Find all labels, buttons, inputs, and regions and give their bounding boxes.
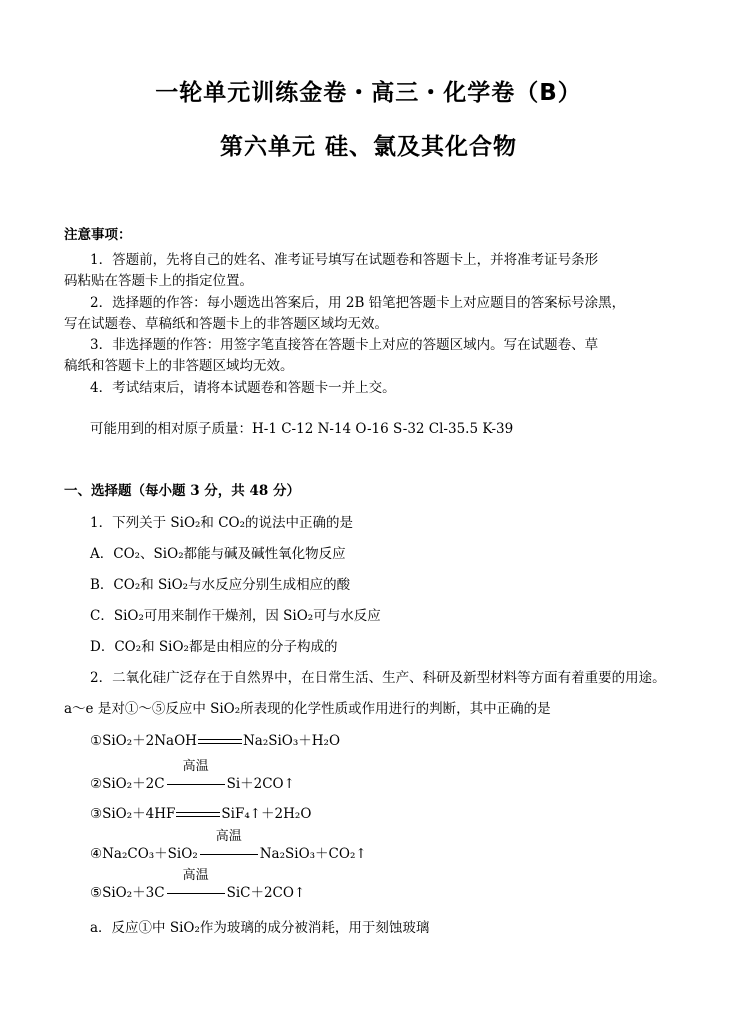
question-2-stem-line-1: 2．二氧化硅广泛存在于自然界中，在日常生活、生产、科研及新型材料等方面有着重要的用途。 xyxy=(90,670,666,686)
reaction-4 xyxy=(90,829,367,863)
reaction-2-left: ②SiO₂＋2C xyxy=(90,776,165,792)
equals-sign xyxy=(176,812,220,817)
question-1-stem: 1．下列关于 SiO₂和 CO₂的说法中正确的是 xyxy=(90,515,354,531)
question-1-option-d: D．CO₂和 SiO₂都是由相应的分子构成的 xyxy=(90,639,338,655)
note-3-line-1: 3．非选择题的作答：用签字笔直接答在答题卡上对应的答题区域内。写在试题卷、草 xyxy=(90,337,599,353)
reaction-3-right: SiF₄↑＋2H₂O xyxy=(221,806,312,822)
reaction-1-left: ①SiO₂＋2NaOH xyxy=(90,733,197,749)
question-2-judgment-a: a．反应①中 SiO₂作为玻璃的成分被消耗，用于刻蚀玻璃 xyxy=(90,920,430,936)
reaction-5-left: ⑤SiO₂＋3C xyxy=(90,885,165,901)
reaction-arrow-bar xyxy=(167,893,225,894)
reaction-1-right: Na₂SiO₃＋H₂O xyxy=(242,733,341,749)
notes-heading: 注意事项： xyxy=(64,227,132,243)
note-1-line-1: 1．答题前，先将自己的姓名、准考证号填写在试题卷和答题卡上，并将准考证号条形 xyxy=(90,252,599,268)
reaction-5-condition: 高温 xyxy=(182,868,209,883)
reaction-5-right: SiC＋2CO↑ xyxy=(226,885,306,901)
reaction-5 xyxy=(90,868,306,902)
note-2-line-2: 写在试题卷、草稿纸和答题卡上的非答题区域均无效。 xyxy=(64,316,388,332)
question-2-stem-line-2: a～e 是对①～⑤反应中 SiO₂所表现的化学性质或作用进行的判断，其中正确的是 xyxy=(64,701,551,717)
reaction-1 xyxy=(90,732,340,750)
reaction-2-condition: 高温 xyxy=(182,759,209,774)
reaction-4-left: ④Na₂CO₃＋SiO₂ xyxy=(90,846,198,862)
document-title: 一轮单元训练金卷・高三・化学卷（B） xyxy=(155,80,582,106)
reaction-2 xyxy=(90,759,295,793)
unit-subtitle: 第六单元 硅、氯及其化合物 xyxy=(219,134,517,160)
reaction-3-left: ③SiO₂＋4HF xyxy=(90,806,176,822)
note-3-line-2: 稿纸和答题卡上的非答题区域均无效。 xyxy=(64,358,294,374)
reaction-3 xyxy=(90,805,311,823)
reaction-4-condition: 高温 xyxy=(215,829,242,844)
question-1-option-a: A．CO₂、SiO₂都能与碱及碱性氧化物反应 xyxy=(90,546,346,562)
note-4: 4．考试结束后，请将本试题卷和答题卡一并上交。 xyxy=(90,380,396,396)
equals-sign xyxy=(198,739,242,744)
note-1-line-2: 码粘贴在答题卡上的指定位置。 xyxy=(64,273,253,289)
atomic-masses: 可能用到的相对原子质量：H-1 C-12 N-14 O-16 S-32 Cl-35.5 K-39 xyxy=(90,421,514,437)
question-1-option-c: C．SiO₂可用来制作干燥剂，因 SiO₂可与水反应 xyxy=(90,608,381,624)
reaction-4-right: Na₂SiO₃＋CO₂↑ xyxy=(259,846,367,862)
section-1-heading: 一、选择题（每小题 3 分，共 48 分） xyxy=(64,483,300,499)
reaction-arrow-bar xyxy=(200,854,258,855)
reaction-arrow-bar xyxy=(167,784,225,785)
reaction-2-right: Si＋2CO↑ xyxy=(226,776,295,792)
question-1-option-b: B．CO₂和 SiO₂与水反应分别生成相应的酸 xyxy=(90,577,351,593)
note-2-line-1: 2．选择题的作答：每小题选出答案后，用 2B 铅笔把答题卡上对应题目的答案标号涂黑， xyxy=(90,295,626,311)
